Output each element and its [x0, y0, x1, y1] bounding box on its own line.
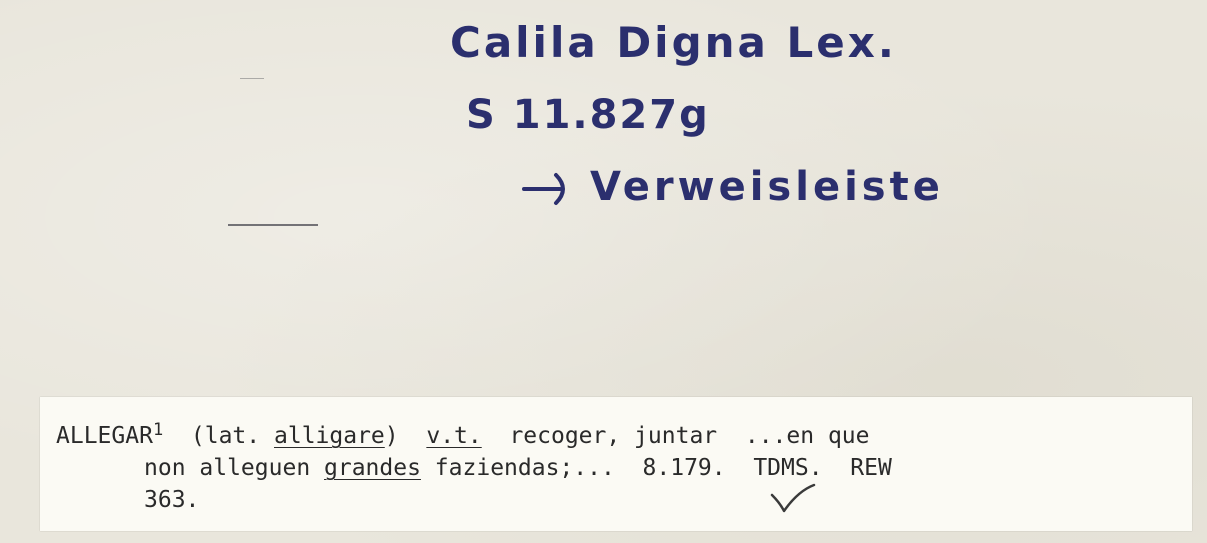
- ref-number: 363.: [144, 487, 200, 513]
- citation: 8.179.: [642, 455, 726, 481]
- quote-start: ...en que: [744, 423, 870, 449]
- quote-pre: non alleguen: [144, 455, 325, 481]
- entry-line-2: [144, 457, 892, 480]
- quote-underlined: grandes: [324, 455, 421, 481]
- etymon: alligare: [274, 423, 385, 449]
- definition: recoger, juntar: [509, 423, 718, 449]
- entry-line-1: [56, 420, 870, 449]
- etymon-close: ): [384, 423, 399, 449]
- stamp-siglum: S 11.827g: [466, 92, 710, 138]
- pencil-rule: [228, 224, 318, 226]
- stamp-title: Calila Digna Lex.: [450, 18, 897, 67]
- entry-line-3: [144, 489, 199, 512]
- homograph-number: 1: [152, 420, 164, 440]
- part-of-speech: v.t.: [426, 423, 482, 449]
- stamp-reference-label: Verweisleiste: [590, 164, 944, 210]
- ref-label: REW: [850, 455, 892, 481]
- source-siglum: TDMS.: [753, 455, 823, 481]
- typed-entry-slip: [40, 397, 1192, 531]
- stamp-reference: [520, 164, 944, 210]
- quote-post: faziendas;...: [420, 455, 615, 481]
- pencil-mark: [240, 78, 264, 79]
- headword: ALLEGAR: [56, 423, 153, 449]
- arrow-right-icon: [520, 167, 580, 207]
- checkmark-icon: [768, 481, 816, 515]
- etymon-intro: (lat.: [190, 423, 261, 449]
